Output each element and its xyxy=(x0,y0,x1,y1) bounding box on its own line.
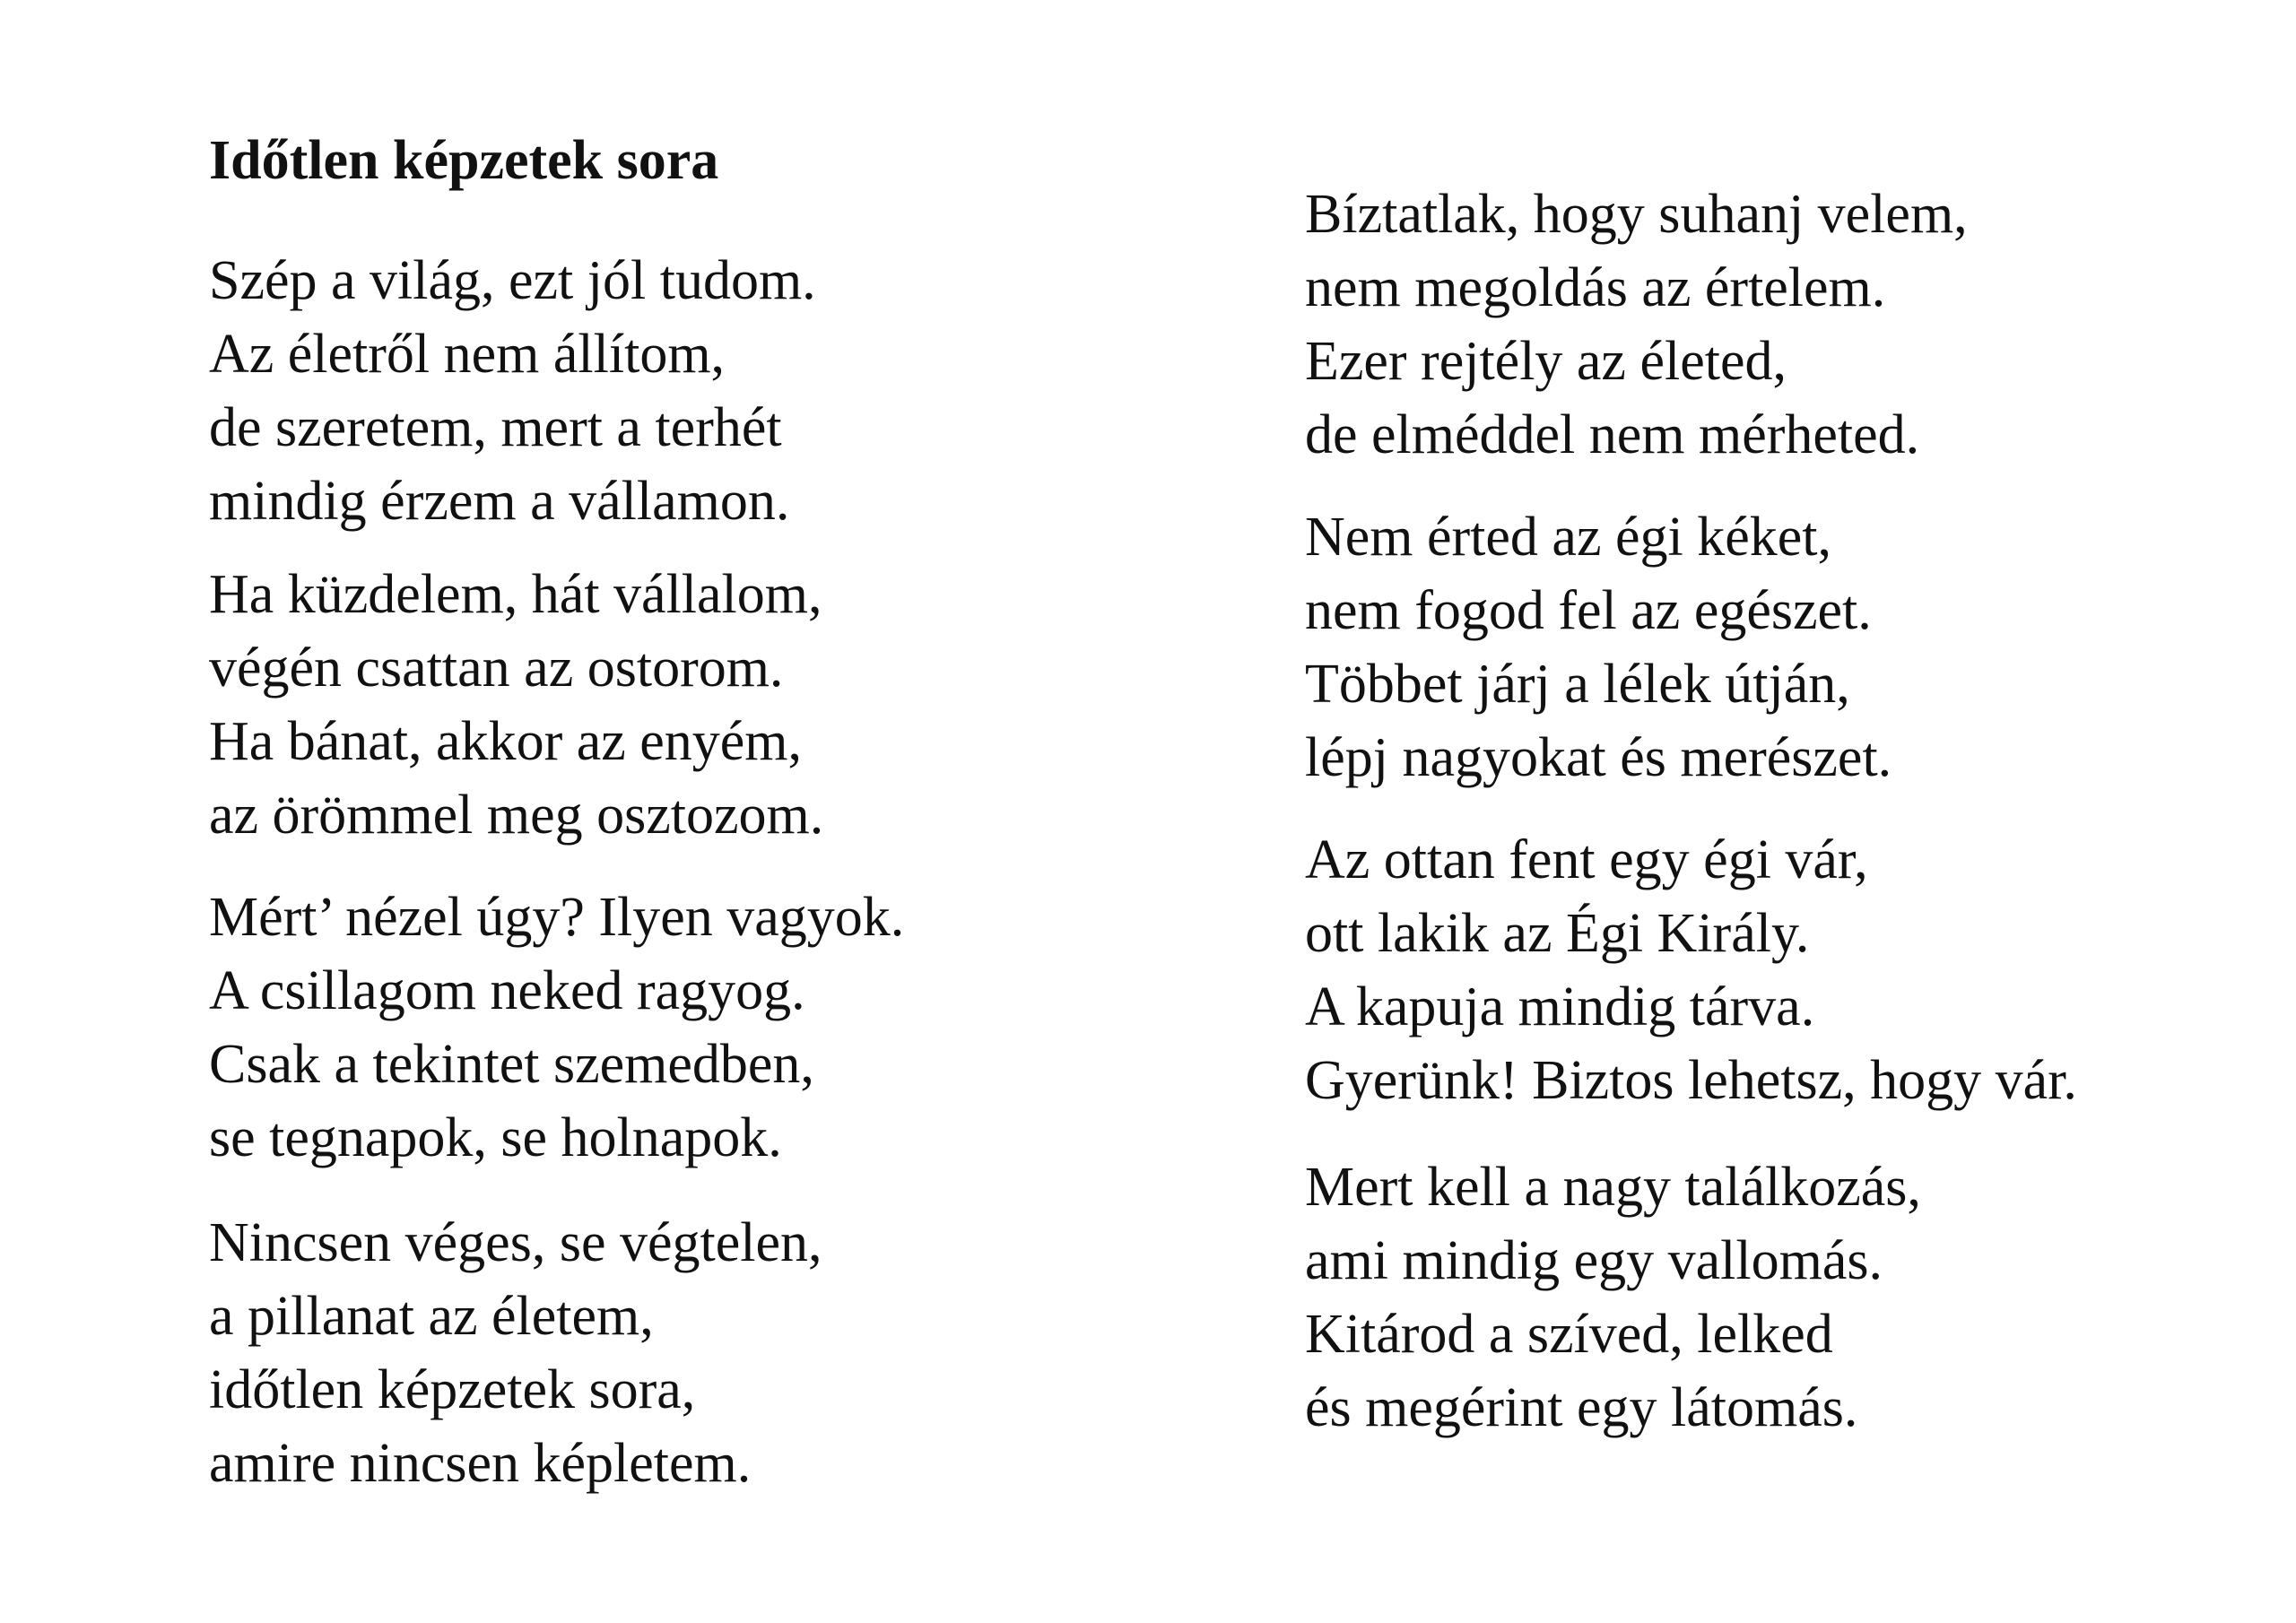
poem-line: Csak a tekintet szemedben, xyxy=(209,1034,814,1095)
stanza-8 xyxy=(1305,1150,1921,1445)
poem-line: Ezer rejtély az életed, xyxy=(1305,331,1787,392)
poem-line: Gyerünk! Biztos lehetsz, hogy vár. xyxy=(1305,1050,2077,1111)
poem-line: amire nincsen képletem. xyxy=(209,1433,752,1494)
stanza-1 xyxy=(209,244,816,538)
poem-line: időtlen képzetek sora, xyxy=(209,1359,696,1420)
poem-line: nem megoldás az értelem. xyxy=(1305,257,1886,318)
poem-line: se tegnapok, se holnapok. xyxy=(209,1107,782,1168)
poem-title: Időtlen képzetek sora xyxy=(209,130,719,191)
poem-line: ott lakik az Égi Király. xyxy=(1305,903,1810,964)
poem-line: Kitárod a szíved, lelked xyxy=(1305,1304,1833,1365)
poem-line: Az életről nem állítom, xyxy=(209,324,726,385)
stanza-3 xyxy=(209,881,904,1175)
poem-line: végén csattan az ostorom. xyxy=(209,638,784,699)
poem-line: Nem érted az égi kéket, xyxy=(1305,507,1831,568)
poem-line: lépj nagyokat és merészet. xyxy=(1305,727,1892,788)
poem-line: de elméddel nem mérheted. xyxy=(1305,404,1920,465)
poem-line: Az ottan fent egy égi vár, xyxy=(1305,829,1868,890)
poem-line: ami mindig egy vallomás. xyxy=(1305,1230,1883,1291)
stanza-4 xyxy=(209,1206,822,1500)
stanza-2 xyxy=(209,558,823,852)
poem-line: Ha bánat, akkor az enyém, xyxy=(209,711,803,772)
poem-line: Többet járj a lélek útján, xyxy=(1305,654,1850,715)
stanza-5 xyxy=(1305,178,1968,472)
poem-line: a pillanat az életem, xyxy=(209,1286,654,1347)
poem-line: Szép a világ, ezt jól tudom. xyxy=(209,250,816,311)
poem-line: A kapuja mindig tárva. xyxy=(1305,976,1815,1037)
poem-line: de szeretem, mert a terhét xyxy=(209,397,782,458)
poem-line: és megérint egy látomás. xyxy=(1305,1377,1858,1438)
poem-line: Nincsen véges, se végtelen, xyxy=(209,1212,822,1273)
poem-line: Mért’ nézel úgy? Ilyen vagyok. xyxy=(209,887,905,948)
poem-line: Bíztatlak, hogy suhanj velem, xyxy=(1305,184,1968,245)
stanza-7 xyxy=(1305,823,2077,1117)
stanza-6 xyxy=(1305,500,1892,794)
poem-line: Ha küzdelem, hát vállalom, xyxy=(209,564,822,625)
poem-line: Mert kell a nagy találkozás, xyxy=(1305,1157,1921,1218)
poem-line: A csillagom neked ragyog. xyxy=(209,960,805,1021)
poem-line: az örömmel meg osztozom. xyxy=(209,785,824,846)
poem-line: mindig érzem a vállamon. xyxy=(209,471,790,532)
poem-line: nem fogod fel az egészet. xyxy=(1305,580,1872,641)
